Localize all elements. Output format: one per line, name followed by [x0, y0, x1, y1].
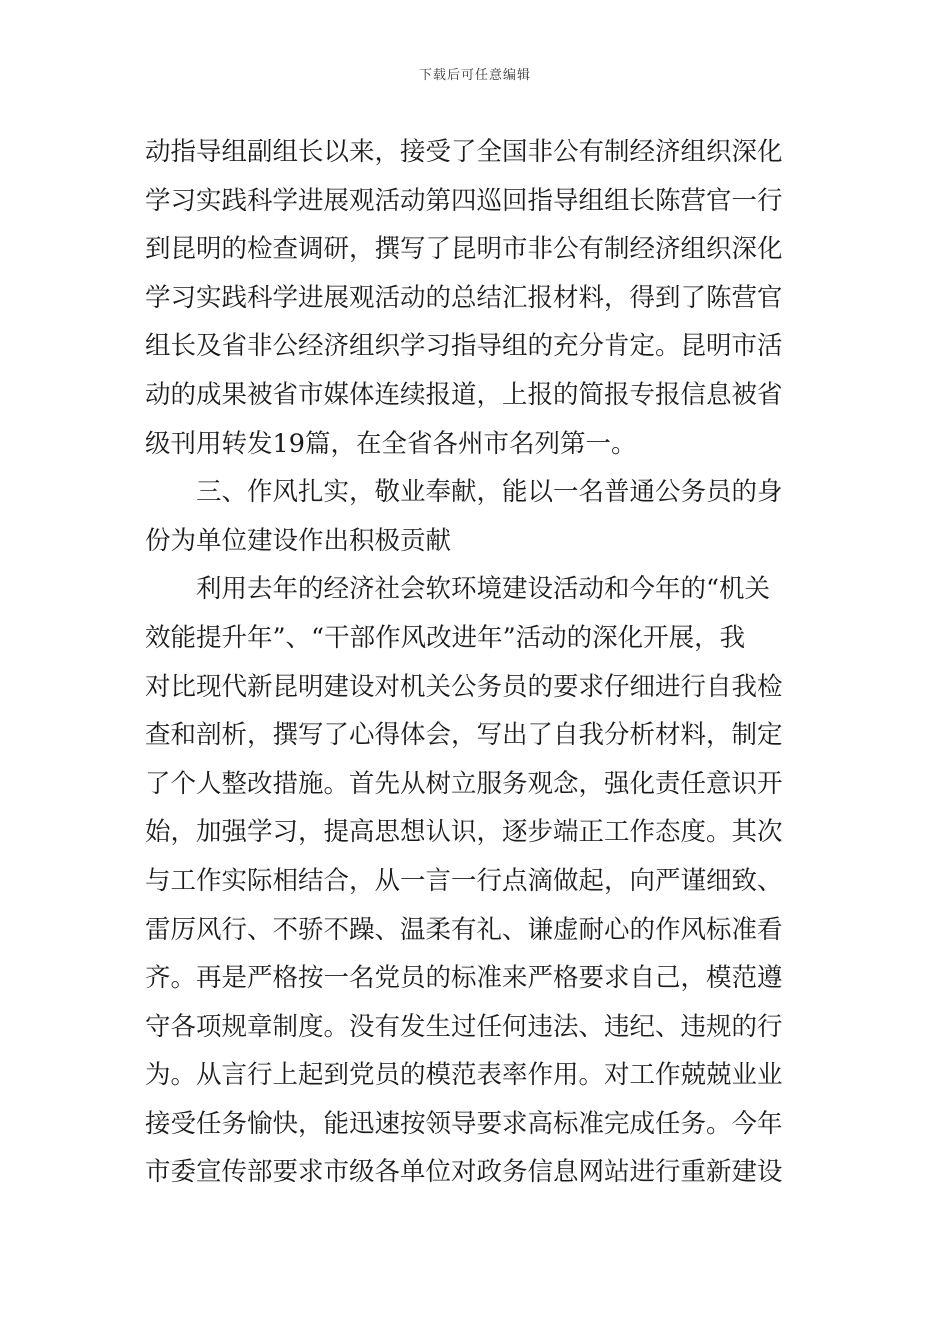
text-line: 对比现代新昆明建设对机关公务员的要求仔细进行自我检	[145, 671, 783, 702]
text-line: 与工作实际相结合，从一言一行点滴做起，向严谨细致、	[145, 865, 783, 896]
text-line: 动的成果被省市媒体连续报道，上报的简报专报信息被省	[145, 379, 783, 410]
text-line: 雷厉风行、不骄不躁、温柔有礼、谦虚耐心的作风标准看	[145, 914, 783, 945]
text-line: 接受任务愉快，能迅速按领导要求高标准完成任务。今年	[145, 1108, 783, 1139]
text-line: 效能提升年”、“干部作风改进年”活动的深化开展，我	[145, 622, 746, 653]
text-line: 利用去年的经济社会软环境建设活动和今年的“机关	[196, 574, 771, 605]
section-heading-line: 三、作风扎实，敬业奉献，能以一名普通公务员的身	[196, 477, 783, 508]
text-line: 级刊用转发19篇，在全省各州市名列第一。	[145, 428, 637, 459]
text-line: 始，加强学习，提高思想认识，逐步端正工作态度。其次	[145, 817, 783, 848]
text-line: 齐。再是严格按一名党员的标准来严格要求自己，模范遵	[145, 963, 783, 994]
text-line: 守各项规章制度。没有发生过任何违法、违纪、违规的行	[145, 1011, 783, 1042]
page-header: 下载后可任意编辑	[418, 68, 531, 83]
text-line: 市委宣传部要求市级各单位对政务信息网站进行重新建设	[145, 1157, 783, 1188]
section-heading-line: 份为单位建设作出积极贡献	[145, 525, 452, 556]
document-body	[145, 128, 810, 1197]
text-line: 了个人整改措施。首先从树立服务观念，强化责任意识开	[145, 768, 783, 799]
text-line: 到昆明的检查调研，撰写了昆明市非公有制经济组织深化	[145, 234, 783, 265]
text-line: 为。从言行上起到党员的模范表率作用。对工作兢兢业业	[145, 1060, 783, 1091]
text-line: 组长及省非公经济组织学习指导组的充分肯定。昆明市活	[145, 331, 783, 362]
text-line: 学习实践科学进展观活动的总结汇报材料，得到了陈营官	[145, 282, 783, 313]
text-line: 动指导组副组长以来，接受了全国非公有制经济组织深化	[145, 137, 783, 167]
text-line: 学习实践科学进展观活动第四巡回指导组组长陈营官一行	[145, 185, 783, 216]
text-line: 查和剖析，撰写了心得体会，写出了自我分析材料，制定	[145, 720, 783, 751]
